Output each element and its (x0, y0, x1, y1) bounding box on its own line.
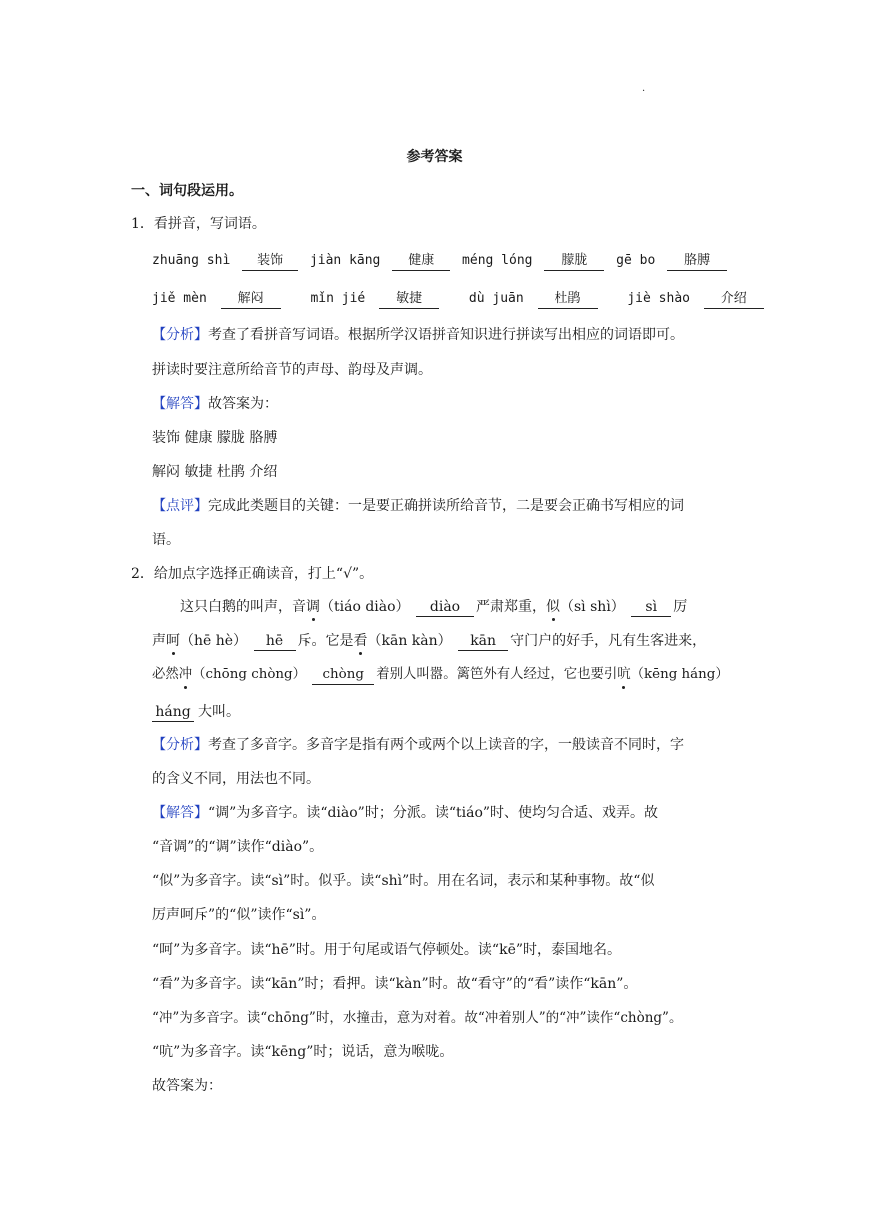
q2-analysis-cont: 的含义不同，用法也不同。 (152, 771, 320, 787)
q1-pinyin: dù juān (468, 291, 524, 306)
answer-blank: sì (631, 598, 671, 617)
answer-intro: 故答案为： (208, 396, 278, 412)
q1-answer-line-2: 解闷 敏捷 杜鹃 介绍 (152, 464, 278, 480)
passage-text: 着别人叫嚣。篱笆外有人经过，它也要引 (376, 667, 618, 682)
header-mark: · (642, 86, 646, 97)
passage-text: （kān kàn） (367, 633, 452, 649)
passage-text: （hē hè） (180, 633, 248, 649)
page-title: 参考答案 (406, 149, 463, 165)
q1-heading: 1．看拼音，写词语。 (131, 216, 266, 232)
answer-tag: 【解答】 (152, 396, 208, 412)
q1-answer-blank: 介绍 (704, 290, 764, 309)
q2-answer-line: “似”为多音字。读“sì”时。似乎。读“shì”时。用在名词，表示和某种事物。故“似 (152, 873, 655, 889)
analysis-tag: 【分析】 (152, 737, 208, 753)
q1-pinyin: gē bo (616, 253, 656, 268)
q1-analysis-cont: 拼读时要注意所给音节的声母、韵母及声调。 (152, 362, 432, 378)
passage-text: （sì shì） (560, 599, 625, 615)
q2-answer-line: “音调”的“调”读作“diào”。 (152, 839, 324, 855)
q1-answer-line-1: 装饰 健康 朦胧 胳膊 (152, 430, 278, 446)
answer-blank: diào (416, 598, 474, 617)
analysis-text: 考查了看拼音写词语。根据所学汉语拼音知识进行拼读写出相应的词语即可。 (208, 327, 684, 343)
comment-text: 完成此类题目的关键：一是要正确拼读所给音节，二是要会正确书写相应的词 (208, 498, 684, 514)
answer-blank: kān (458, 632, 508, 651)
q2-analysis (152, 735, 684, 755)
q2-passage-line-2 (152, 631, 706, 651)
dotted-char: 冲 (179, 665, 192, 685)
q2-answer (152, 803, 658, 823)
passage-text: 大叫。 (198, 704, 240, 720)
dotted-char: 呵 (166, 633, 180, 649)
passage-text: 厉 (673, 599, 688, 615)
dotted-char: 调 (306, 599, 320, 615)
q2-answer-line: “看”为多音字。读“kān”时；看押。读“kàn”时。故“看守”的“看”读作“kān”。 (152, 976, 638, 992)
q2-passage-line-3 (152, 665, 729, 685)
q1-pinyin: jiě mèn (152, 291, 207, 306)
answer-blank: chòng (312, 666, 374, 685)
q1-pinyin: méng lóng (462, 253, 533, 268)
passage-text: 斥。它是 (297, 633, 354, 649)
q2-heading: 2．给加点字选择正确读音，打上“√”。 (131, 566, 374, 582)
q1-pinyin-row-2 (152, 289, 764, 309)
q2-answer-line: “冲”为多音字。读“chōng”时，水撞击，意为对着。故“冲着别人”的“冲”读作“chòng”。 (152, 1010, 683, 1026)
q1-comment-cont: 语。 (152, 532, 180, 548)
passage-text: （kēng háng） (630, 667, 729, 682)
q1-pinyin: jiè shào (627, 291, 690, 306)
passage-text: （tiáo diào） (320, 599, 410, 615)
q1-answer-blank: 杜鹃 (538, 290, 598, 309)
section-heading: 一、词句段运用。 (131, 183, 243, 199)
q1-pinyin: jiàn kāng (309, 253, 381, 268)
answer-blank: háng (152, 703, 194, 722)
q1-pinyin-row-1 (152, 251, 731, 271)
dotted-char: 吭 (617, 665, 630, 685)
q1-comment (152, 496, 684, 516)
answer-text: “调”为多音字。读“diào”时；分派。读“tiáo”时、使均匀合适、戏弄。故 (208, 805, 659, 821)
q2-answer-line: 故答案为： (152, 1078, 222, 1094)
comment-tag: 【点评】 (152, 498, 208, 514)
passage-text: 这只白鹅的叫声，音 (180, 599, 306, 615)
answer-tag: 【解答】 (152, 805, 208, 821)
q2-answer-line: “吭”为多音字。读“kēng”时；说话，意为喉咙。 (152, 1044, 454, 1060)
answer-blank: hē (254, 632, 296, 651)
passage-text: （chōng chòng） (192, 667, 306, 682)
q1-answer-blank: 胳膊 (667, 252, 727, 271)
analysis-tag: 【分析】 (152, 327, 208, 343)
q1-answer-blank: 解闷 (221, 290, 281, 309)
q2-passage-line-1 (180, 597, 687, 617)
q1-answer-blank: 装饰 (242, 252, 298, 271)
q1-answer-blank: 敏捷 (379, 290, 439, 309)
q2-passage-line-4 (152, 702, 240, 722)
analysis-text: 考查了多音字。多音字是指有两个或两个以上读音的字，一般读音不同时，字 (208, 737, 684, 753)
dotted-char: 似 (546, 599, 560, 615)
q1-answer-blank: 朦胧 (544, 252, 604, 271)
passage-text: 守门户的好手，凡有生客进来， (510, 633, 707, 649)
q1-answer-blank: 健康 (392, 252, 450, 271)
dotted-char: 看 (353, 633, 368, 649)
passage-text: 声 (152, 633, 166, 649)
q1-pinyin: mǐn jié (310, 291, 366, 306)
q1-pinyin: zhuāng shì (152, 253, 231, 268)
q2-answer-line: “呵”为多音字。读“hē”时。用于句尾或语气停顿处。读“kē”时，泰国地名。 (152, 942, 622, 958)
passage-text: 必然 (152, 667, 179, 682)
q1-answer (152, 394, 278, 414)
q1-analysis (152, 325, 684, 345)
q2-answer-line: 厉声呵斥”的“似”读作“sì”。 (152, 907, 326, 923)
passage-text: 严肃郑重， (476, 599, 546, 615)
